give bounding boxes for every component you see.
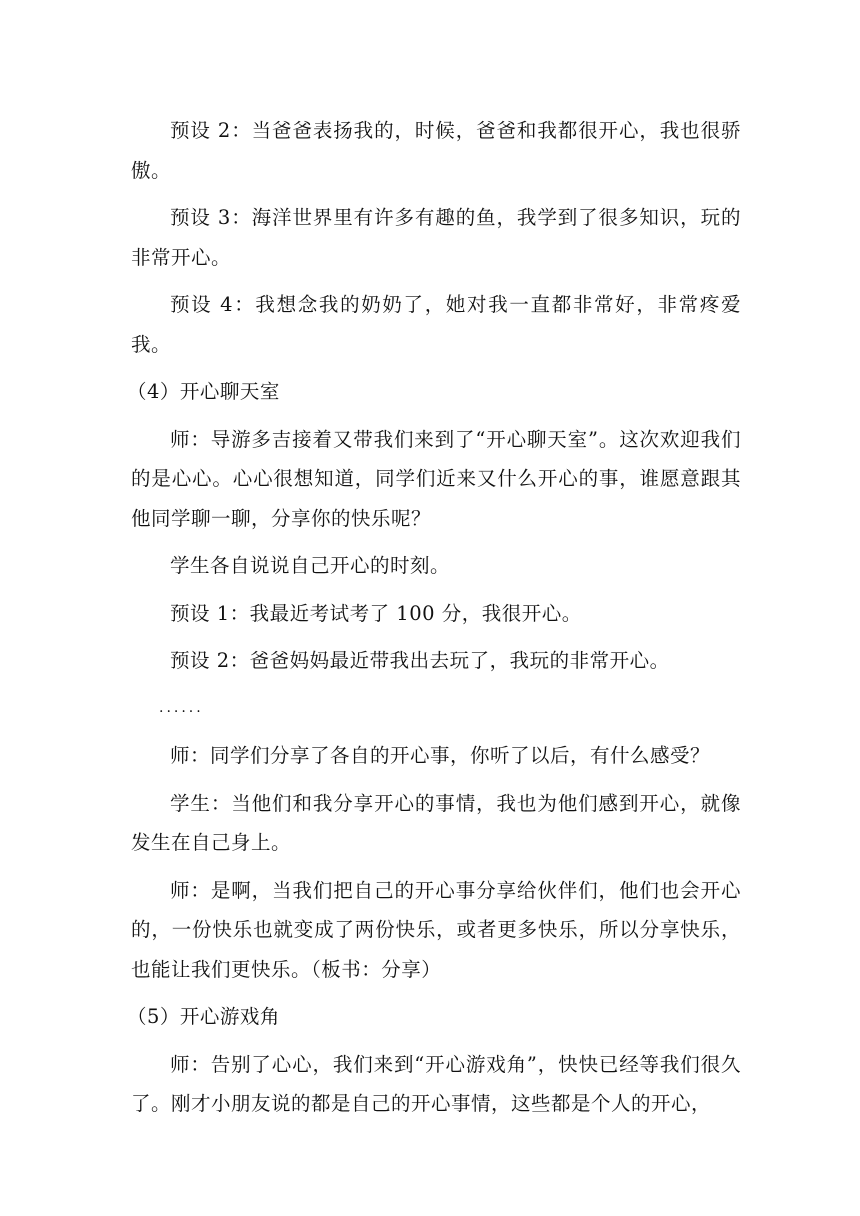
paragraph-preset-3-ocean: 预设 3：海洋世界里有许多有趣的鱼，我学到了很多知识，玩的非常开心。 bbox=[131, 206, 741, 269]
paragraph-teacher-game-corner: 师：告别了心心，我们来到“开心游戏角”，快快已经等我们很久了。刚才小朋友说的都是自己的开心事情，这些都是个人的开心， bbox=[131, 1052, 741, 1115]
paragraph-teacher-feeling: 师：同学们分享了各自的开心事，你听了以后，有什么感受？ bbox=[170, 744, 711, 767]
paragraph-preset-2-outing: 预设 2：爸爸妈妈最近带我出去玩了，我玩的非常开心。 bbox=[170, 649, 670, 672]
paragraph-preset-4-grandma: 预设 4：我想念我的奶奶了，她对我一直都非常好，非常疼爱我。 bbox=[131, 293, 741, 356]
section-heading-game-corner: （5）开心游戏角 bbox=[127, 1005, 280, 1028]
paragraph-preset-1-exam: 预设 1：我最近考试考了 100 分，我很开心。 bbox=[170, 601, 582, 625]
document-page bbox=[127, 111, 741, 1132]
paragraph-teacher-chatroom: 师：导游多吉接着又带我们来到了“开心聊天室”。这次欢迎我们的是心心。心心很想知道，同学们近来又什么开心的事，谁愿意跟其他同学聊一聊，分享你的快乐呢？ bbox=[131, 427, 741, 530]
paragraph-students-share: 学生各自说说自己开心的时刻。 bbox=[170, 554, 451, 577]
paragraph-preset-2-praise: 预设 2：当爸爸表扬我的，时候，爸爸和我都很开心，我也很骄傲。 bbox=[131, 119, 741, 182]
paragraph-teacher-sharing: 师：是啊，当我们把自己的开心事分享给伙伴们，他们也会开心的，一份快乐也就变成了两份快乐，或者更多快乐，所以分享快乐，也能让我们更快乐。（板书：分享） bbox=[131, 878, 741, 981]
ellipsis-line: ...... bbox=[159, 699, 204, 716]
paragraph-student-response: 学生：当他们和我分享开心的事情，我也为他们感到开心，就像发生在自己身上。 bbox=[131, 791, 741, 854]
section-heading-chatroom: （4）开心聊天室 bbox=[127, 380, 280, 403]
